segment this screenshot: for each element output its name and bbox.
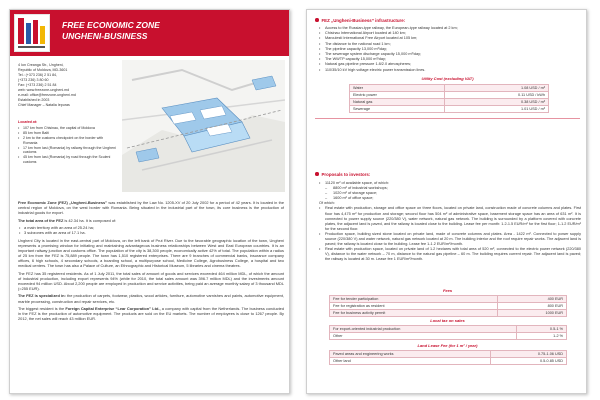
table-row [330, 326, 567, 333]
table-row [330, 303, 567, 310]
zone-map-illustration [122, 60, 285, 192]
proposal-descriptions [319, 206, 581, 262]
bullet-dot-icon [315, 172, 319, 176]
fee-name: Fee for tender participation [330, 296, 498, 303]
lease-value: 0.5-0.85 USD [490, 358, 566, 365]
area-text: is 42.34 ha. It is composed of: [64, 217, 117, 223]
fees-table [329, 295, 567, 317]
resident-name: Foreign Capital Enterprise “Lear Corporation” Ltd., [65, 306, 161, 312]
proposal-of-which: Of which: [319, 201, 335, 206]
fee-value: 1000 EUR [497, 310, 566, 317]
table-row [350, 85, 549, 92]
proposals-body [319, 181, 581, 263]
lease-value: 0.75-1.06 USD [490, 351, 566, 358]
proposal-description: • Production space, building sized stone located on private land, made of concrete columns and plates. Area - 1422 m². Connected to power supply source (220/380 V) and water network, natural gas network located at 20 m. The building interior and the roof require repair works. The adjacent land is paved; the railway is located close to the building. Lease fee 1-1.2 EUR/m²/month. [319, 232, 581, 247]
contact-line: Fax: (+373 236) 2 51 84 [18, 83, 57, 87]
proposal-subitem: – 8800 m² of industrial workshops; [325, 186, 581, 191]
table-row [350, 99, 549, 106]
table-row [330, 351, 567, 358]
utility-name: Natural gas [350, 99, 445, 106]
tax-name: For export-oriented industrial production [330, 326, 517, 333]
contact-line: Republic of Moldova, MD-3601 [18, 68, 68, 72]
infrastructure-item: • Natural gas pipeline pressure 1.8/2.0 atmospheres; [319, 62, 581, 67]
area-lead: The total area of the FEZ [18, 217, 64, 223]
utility-value: 0.38 USD / m³ [444, 99, 548, 106]
located-item: • 85 km from Balti [18, 131, 118, 136]
local-tax-table [329, 325, 567, 340]
table-row [350, 92, 549, 99]
tax-value: 1-2 % [516, 333, 566, 340]
located-block [18, 120, 118, 165]
title-line-2: UNGHENI-BUSINESS [62, 31, 148, 41]
brochure-page-right [306, 9, 587, 394]
table-row [330, 296, 567, 303]
proposal-item: • 11120 m² of available space, of which: [319, 181, 581, 186]
infrastructure-item: • Access to the Russian-type railway, the European-type railway located at 2 km; [319, 26, 581, 31]
tax-name: Other [330, 333, 517, 340]
specialization-text: the production of carpets, footwear, plastics, wood articles, furniture, automotive varnishes and paints, automotive equipment, marble processing, construction and repair services, etc. [18, 293, 284, 304]
utility-value: 1.08 USD / m³ [444, 85, 548, 92]
logo-emblem-icon [14, 14, 50, 52]
zone-description [18, 200, 284, 324]
infrastructure-list [319, 26, 581, 73]
infrastructure-title: FEZ „Ungheni-Business” infrastructure: [321, 18, 406, 23]
proposal-subitem: – 1020 m² of storage space; [325, 191, 581, 196]
proposal-description: • Real estate with production space, located on private land of 1.2 hectares with total area of 520 m², connected to the electric power network (220/380 V), distance to the water network – 70 m, distance to the natural gas pipeline – 60 m. The building requires current repair. The adjacent land is paved; the railway is located at 30 m. Lease fee 1 EUR/m²/month. [319, 247, 581, 262]
page-title [62, 20, 160, 42]
biggest-resident-paragraph [18, 306, 284, 321]
land-lease-title: Land Lease Fee (for 1 m² / year) [417, 343, 478, 348]
infrastructure-item: • The distance to the national road 1 km; [319, 42, 581, 47]
infrastructure-item: • Marculesti International Free Airport located at 105 km; [319, 36, 581, 41]
infrastructure-item: • The sewerage system discharge capacity 15,000 m³/day; [319, 52, 581, 57]
area-list [18, 225, 284, 235]
proposal-subitem: – 1600 m² of office space; [325, 196, 581, 201]
area-item: • a main territory with an area of 25.24 ha; [18, 225, 284, 230]
proposal-sublist [319, 186, 581, 201]
resident-text-b: a company with capital from the Netherlands. The business conducted in the FEZ is the production of automotive equipment. The products are sold on the EU markets. The number of employees is close to 1267 people. By 2012, the net sales will reach 43 million EUR. [18, 306, 284, 322]
fee-name: Fee for registration as resident [330, 303, 498, 310]
title-line-1: FREE ECONOMIC ZONE [62, 20, 160, 30]
contact-line: Chief Manager – Natalia Iepuras [18, 103, 70, 107]
resident-text-a: The biggest resident is the [18, 306, 65, 312]
city-paragraph: Ungheni City is located in the east-central part of Moldova, on the left bank of Prut River. Due to the favorable geographic location of the town, Ungheni represents a promising window for initiating and maintaining advantageous business relationships between West and East European countries. It is an important railway junction and customs office. The population of the city is 38,300 people, economically active 42% of total. The population within a radius of 25 km from the FEZ is 75,889 people. The town has 1,510 registered enterprises. There are 9 branches of commercial banks, insurance company offices, 6 high schools, 4 secondary schools, a boarding school, a multipurpose school, Medicine College, Agrobusiness College, a hospital and two medical centers. The town has also a Palace of Culture, an Ethnographic and Historical Museum, 5 libraries and cinema theatres. [18, 237, 284, 269]
located-item: • 17 km from Iasi (Romania) by railway through the Ungheni customs [18, 146, 118, 156]
section-divider [315, 118, 580, 119]
area-paragraph [18, 218, 284, 223]
lease-name: Other land [330, 358, 491, 365]
fee-value: 800 EUR [497, 303, 566, 310]
brochure-page-left [9, 9, 290, 394]
table-row [330, 333, 567, 340]
utility-value: 0.11 USD / kWh [444, 92, 548, 99]
contact-block [18, 63, 118, 108]
proposal-description: • Real estate with production, storage and office space on three floors, located on private land, construction made of concrete columns and plates. First floor has 4,475 m² for production and storage; second floor has 504 m² of administrative space, basement storage space has an area of 631 m². It is connected to power supply source (220/380 V), water network, natural gas network. The building is surrounded by a platform covered with concrete plates, the adjacent land is paved, and the railway is located close to the building. Lease fee per month: 1.2-1.5 EUR/m² for the first floor; 1-1.2 EUR/m² for the second floor. [319, 206, 581, 231]
page-header [10, 10, 290, 56]
table-row [330, 358, 567, 365]
fee-value: 400 EUR [497, 296, 566, 303]
specialization-lead: The FEZ is specialized in: [18, 293, 66, 299]
intro-paragraph [18, 200, 284, 215]
located-item: • 2 km to the customs checkpoint on the border with Romania [18, 136, 118, 146]
located-heading: Located at: [18, 120, 38, 124]
table-row [350, 106, 549, 113]
utility-name: Water [350, 85, 445, 92]
proposals-title: Proposals to investors: [321, 172, 371, 177]
infrastructure-item: • The WWTP capacity 15,000 m³/day; [319, 57, 581, 62]
utility-name: Electric power [350, 92, 445, 99]
contact-line: Established in 2003 [18, 98, 50, 102]
infrastructure-heading [315, 18, 405, 24]
fees-title: Fees [442, 288, 453, 293]
tax-value: 0.5-1 % [516, 326, 566, 333]
contact-website[interactable]: web: www.freezone-ungheni.md [18, 88, 70, 92]
fee-name: Fee for business activity permit [330, 310, 498, 317]
infrastructure-item: • Chisinau International Airport located at 140 km; [319, 31, 581, 36]
local-tax-title: Local tax on sales [430, 318, 465, 323]
bullet-dot-icon [315, 18, 319, 22]
land-lease-table [329, 350, 567, 365]
proposals-heading [315, 172, 370, 178]
contact-email[interactable]: e-mail: office@freezone-ungheni.md [18, 93, 76, 97]
utility-value: 1.01 USD / m³ [444, 106, 548, 113]
residents-paragraph: The FEZ has 35 registered residents. As of 1 July 2011, the total sales of amount of goods and services exceeded 464 million MDL, of which the amount of industrial production, including export represents 94% (while for 2010, the total sales amount was 396.7 million MDL) and the investments amount exceeded 94 million USD. About 2,200 people are employed in production and service activities, being paid an average monthly salary of 3 thousand MDL (=255 EUR). [18, 270, 284, 291]
infrastructure-item: • The pipeline capacity 13,000 m³/day; [319, 47, 581, 52]
utility-cost-table [349, 84, 549, 113]
contact-line: Tel.: (+373 236) 2 51 84, [18, 73, 58, 77]
intro-lead: Free Economic Zone (FEZ) „Ungheni-Business” [18, 200, 108, 205]
infrastructure-item: • 110/35/10 kV high voltage electric power transmission lines. [319, 68, 581, 73]
located-item: • 45 km from Iasi (Romania) by road through the Sculeni customs [18, 155, 118, 165]
area-item: • 3 subzones with an area of 17.1 ha. [18, 230, 284, 235]
intro-text: was established by the Law No. 1205-XV of 20 July 2002 for a period of 42 years. It is located in the central region of Moldova, on the west border with Romania. Being situated in the industrial part of the town, its core business is the production of industrial goods for export. [18, 200, 284, 216]
specialization-paragraph [18, 293, 284, 303]
lease-name: Paved areas and engineering works [330, 351, 491, 358]
utility-name: Sewerage [350, 106, 445, 113]
located-list [18, 126, 118, 165]
utility-cost-title: Utility Cost (excluding VAT) [421, 76, 474, 81]
table-row [330, 310, 567, 317]
contact-line: 4 Ion Creanga Str., Ungheni, [18, 63, 64, 67]
contact-line: (+373 236) 3 80 60 [18, 78, 49, 82]
located-item: • 107 km from Chisinau, the capital of Moldova [18, 126, 118, 131]
